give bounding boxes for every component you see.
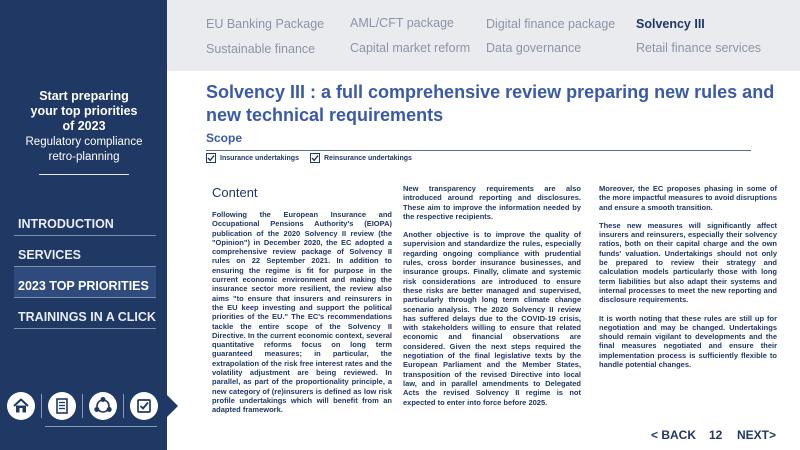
text-column-2 — [403, 184, 581, 416]
tab-digital-finance-package[interactable]: Digital finance package — [486, 17, 616, 31]
tab-solvency-iii[interactable]: Solvency III — [636, 17, 705, 31]
paragraph: Following the European Insurance and Occupational Pensions Authority's (EIOPA) publication of the 2020 Solvency II review (the "Opinion") in December 2020, the EC adopted a comprehensive review package of Solvency II rules on 22 September 2021. In addition to ensuring the regime is fit for purpose in the current economic environment and making the insurance sector more resilient, the review also aims "to ensure that insurers and reinsurers in the EU keep investing and support the political priorities of the EU." The EC's recommendations tackle the entire scope of the Solvency II Directive. In the current economic context, several quantitative reforms focus on long term guaranteed measures; in particular, the extrapolation of the risk free interest rates and the volatility adjustment are being reviewed. In parallel, as part of the proportionality principle, a new category of (re)insurers is defined as low risk profile undertakings which will benefit from an adapted framework. — [212, 210, 392, 415]
sidebar-item-introduction[interactable]: INTRODUCTION — [14, 205, 156, 236]
sidebar-icon-row — [7, 392, 162, 422]
icon-separator — [41, 394, 42, 418]
scope-divider — [206, 150, 751, 151]
check-icon — [310, 153, 320, 163]
tab-sustainable-finance[interactable]: Sustainable finance — [206, 42, 316, 56]
sidebar-nav — [14, 205, 156, 329]
promo-subtitle — [8, 135, 160, 165]
network-icon[interactable] — [89, 392, 117, 420]
sidebar-pointer — [167, 395, 178, 417]
sidebar-item-trainings[interactable]: TRAININGS IN A CLICK — [14, 298, 156, 329]
sidebar — [0, 0, 167, 450]
tab-aml-cft-package[interactable]: AML/CFT package — [350, 16, 454, 30]
text-column-3 — [599, 184, 777, 378]
tab-data-governance[interactable]: Data governance — [486, 41, 582, 55]
checkbox-label: Reinsurance undertakings — [324, 154, 412, 162]
icon-separator — [123, 394, 124, 418]
promo-divider — [39, 174, 129, 175]
paragraph: Moreover, the EC proposes phasing in some of the more impactful measures to avoid disruptions and ensure a smooth transition. — [599, 184, 777, 212]
tab-capital-market-reform[interactable]: Capital market reform — [350, 41, 471, 55]
promo-block[interactable] — [8, 89, 160, 175]
promo-heading-line: your top priorities — [30, 104, 138, 118]
next-link[interactable]: NEXT> — [737, 428, 777, 442]
paragraph: These new measures will significantly affect insurers and reinsurers, especially their solvency ratios, both on their capital charge and the own funds' valuation. Undertakings should not only be prepared to review their strategy and calculation models particularly those with long term liabilities but also adapt their systems and internal processes to meet the new reporting and disclosure requirements. — [599, 220, 777, 305]
check-icon — [206, 153, 216, 163]
checkbox-insurance-undertakings[interactable] — [206, 153, 299, 163]
promo-subtitle-line: Regulatory compliance — [25, 136, 143, 148]
text-column-1 — [212, 210, 392, 424]
page-title: Solvency III : a full comprehensive review preparing new rules and new technical requirements — [206, 82, 775, 125]
checkbox-reinsurance-undertakings[interactable] — [310, 153, 412, 163]
promo-heading-line: of 2023 — [62, 119, 106, 133]
checklist-icon[interactable] — [130, 392, 158, 420]
checkbox-label: Insurance undertakings — [220, 154, 299, 162]
tab-retail-finance-services[interactable]: Retail finance services — [636, 41, 762, 55]
content-heading: Content — [212, 185, 258, 200]
scope-label: Scope — [206, 131, 243, 145]
promo-heading-line: Start preparing — [39, 89, 129, 103]
sidebar-item-services[interactable]: SERVICES — [14, 236, 156, 267]
paragraph: Another objective is to improve the quality of supervision and standardize the rules, especially regarding ongoing compliance with prudential rules, cross border insurance businesses, and insurance groups. Finally, climate and systemic risk considerations are introduced to ensure these risks are better managed and supervised, particularly through long term climate change scenario analysis. The 2020 Solvency II review has suffered delays due to the COVID-19 crisis, with stakeholders willing to ensure that related economic and financial observations are considered. Given the next steps required the negotiation of the final legislative texts by the European Parliament and the Member States, transposition of the revised Directive into local law, and in parallel amendments to Delegated Acts the revised Solvency II regime is not expected to enter into force before 2025. — [403, 230, 581, 407]
icon-separator — [82, 394, 83, 418]
promo-heading — [8, 89, 160, 134]
paragraph: It is worth noting that these rules are still up for negotiation and may be changed. Undertakings should remain vigilant to developments and the final measures negotiated and ensure their implementation process is sufficiently flexible to handle potential changes. — [599, 313, 777, 370]
paragraph: New transparency requirements are also introduced around reporting and disclosures. These aim to improve the information needed by the respective recipients. — [403, 184, 581, 221]
tab-eu-banking-package[interactable]: EU Banking Package — [206, 17, 325, 31]
top-nav — [167, 0, 800, 71]
icon-row-divider — [45, 426, 157, 427]
page-number: 12 — [709, 428, 723, 442]
home-icon[interactable] — [7, 392, 35, 420]
promo-subtitle-line: retro-planning — [48, 151, 120, 163]
document-icon[interactable] — [48, 392, 76, 420]
sidebar-item-top-priorities[interactable]: 2023 TOP PRIORITIES — [14, 267, 156, 298]
back-link[interactable]: < BACK — [651, 428, 697, 442]
